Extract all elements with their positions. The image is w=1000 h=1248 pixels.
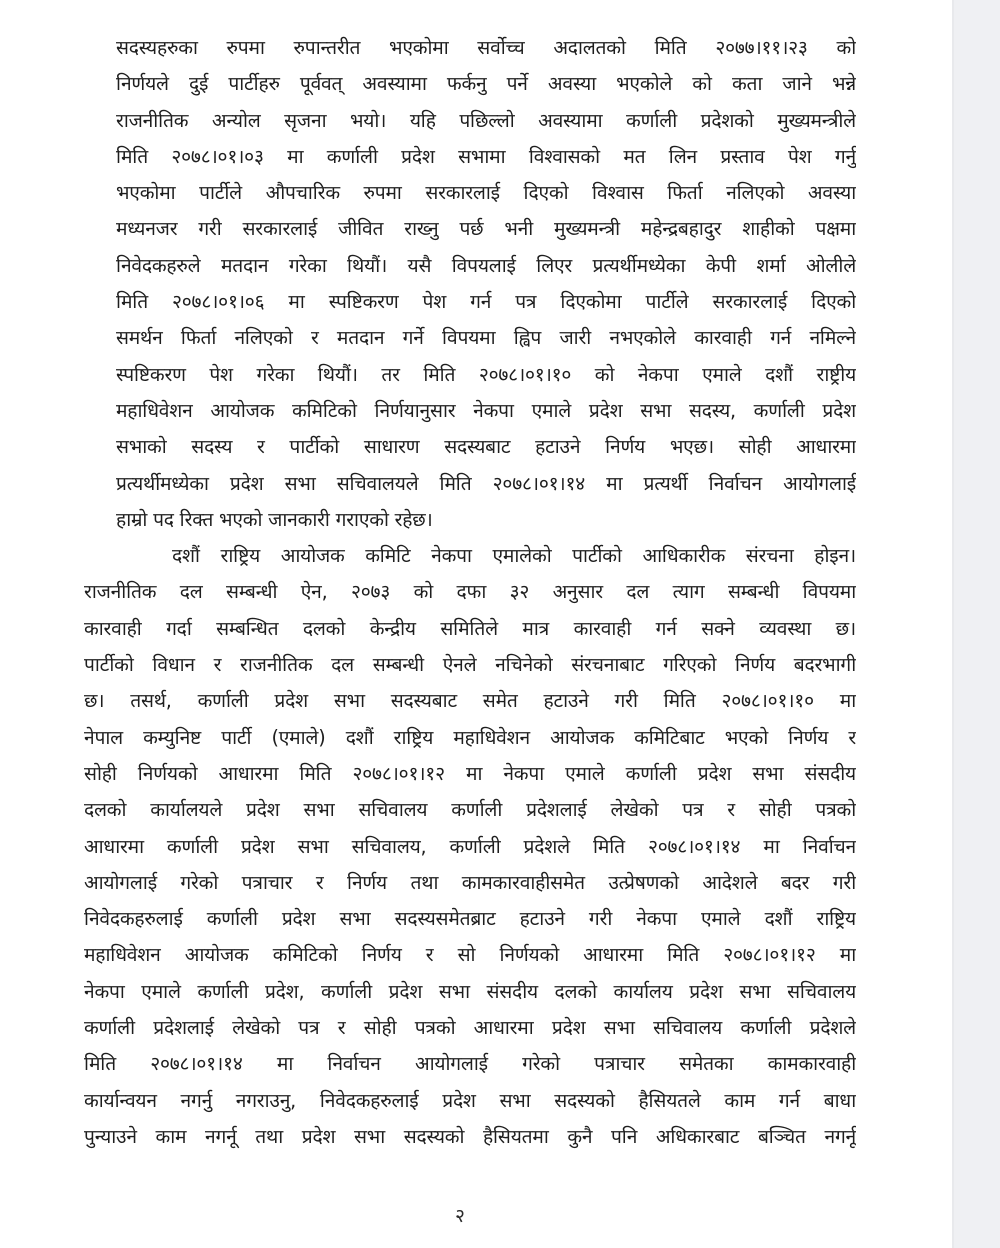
text-line: दलको कार्यालयले प्रदेश सभा सचिवालय कर्णाली प्रदेशलाई लेखेको पत्र र सोही पत्रको: [84, 798, 856, 822]
text-line: मिति २०७८।०१।०३ मा कर्णाली प्रदेश सभामा विश्वासको मत लिन प्रस्ताव पेश गर्नु: [116, 144, 856, 168]
text-line: मिति २०७८।०१।०६ मा स्पष्टिकरण पेश गर्न पत्र दिएकोमा पार्टीले सरकारलाई दिएको: [116, 290, 856, 314]
text-line: कारवाही गर्दा सम्बन्धित दलको केन्द्रीय समितिले मात्र कारवाही गर्न सक्ने व्यवस्था छ।: [84, 616, 856, 640]
text-line: मिति २०७८।०१।१४ मा निर्वाचन आयोगलाई गरेको पत्राचार समेतका कामकारवाही: [84, 1052, 856, 1076]
text-line: पार्टीको विधान र राजनीतिक दल सम्बन्धी ऐनले नचिनेको संरचनाबाट गरिएको निर्णय बदरभागी: [84, 653, 856, 677]
text-line: निवेदकहरुले मतदान गरेका थियौं। यसै विपयलाई लिएर प्रत्यर्थीमध्येका केपी शर्मा ओलीले: [116, 253, 856, 277]
text-line: कर्णाली प्रदेशलाई लेखेको पत्र र सोही पत्रको आधारमा प्रदेश सभा सचिवालय कर्णाली प्रदेशले: [84, 1016, 856, 1040]
text-line: हाम्रो पद रिक्त भएको जानकारी गराएको रहेछ।: [116, 507, 433, 531]
text-line: कार्यान्वयन नगर्नु नगराउनु, निवेदकहरुलाई प्रदेश सभा सदस्यको हैसियतले काम गर्न बाधा: [84, 1088, 856, 1112]
text-line: आयोगलाई गरेको पत्राचार र निर्णय तथा कामकारवाहीसमेत उत्प्रेषणको आदेशले बदर गरी: [84, 870, 856, 894]
viewer-side-strip: [952, 0, 1000, 1248]
text-line: प्रत्यर्थीमध्येका प्रदेश सभा सचिवालयले मिति २०७८।०१।१४ मा प्रत्यर्थी निर्वाचन आयोगलाई: [116, 471, 856, 495]
text-line: छ। तसर्थ, कर्णाली प्रदेश सभा सदस्यबाट समेत हटाउने गरी मिति २०७८।०१।१० मा: [84, 689, 856, 713]
document-body: [84, 30, 856, 1155]
text-line: सदस्यहरुका रुपमा रुपान्तरीत भएकोमा सर्वोच्च अदालतको मिति २०७७।११।२३ को: [116, 36, 856, 59]
text-line: स्पष्टिकरण पेश गरेका थियौं। तर मिति २०७८।०१।१० को नेकपा एमाले दशौं राष्ट्रीय: [116, 362, 856, 386]
text-line: सोही निर्णयको आधारमा मिति २०७८।०१।१२ मा नेकपा एमाले कर्णाली प्रदेश सभा संसदीय: [84, 761, 856, 785]
text-line: समर्थन फिर्ता नलिएको र मतदान गर्ने विपयमा ह्विप जारी नभएकोले कारवाही गर्न नमिल्ने: [116, 326, 856, 350]
text-line: निर्णयले दुई पार्टीहरु पूर्ववत् अवस्यामा फर्कनु पर्ने अवस्या भएकोले को कता जाने भन्ने: [116, 72, 856, 96]
text-line: मध्यनजर गरी सरकारलाई जीवित राख्नु पर्छ भनी मुख्यमन्त्री महेन्द्रबहादुर शाहीको पक्षमा: [116, 217, 856, 241]
text-line: राजनीतिक अन्योल सृजना भयो। यहि पछिल्लो अवस्यामा कर्णाली प्रदेशको मुख्यमन्त्रीले: [116, 108, 856, 132]
text-line: सभाको सदस्य र पार्टीको साधारण सदस्यबाट हटाउने निर्णय भएछ। सोही आधारमा: [116, 435, 856, 459]
page-number: २: [455, 1205, 465, 1227]
paragraph-2: [84, 538, 856, 1155]
text-line: पुन्याउने काम नगर्नू तथा प्रदेश सभा सदस्यको हैसियतमा कुनै पनि अधिकारबाट बञ्चित नगर्नू: [84, 1124, 856, 1148]
text-line: भएकोमा पार्टीले औपचारिक रुपमा सरकारलाई दिएको विश्वास फिर्ता नलिएको अवस्या: [116, 181, 856, 205]
text-line: महाधिवेशन आयोजक कमिटिको निर्णयानुसार नेकपा एमाले प्रदेश सभा सदस्य, कर्णाली प्रदेश: [116, 398, 856, 422]
text-line: आधारमा कर्णाली प्रदेश सभा सचिवालय, कर्णाली प्रदेशले मिति २०७८।०१।१४ मा निर्वाचन: [84, 834, 856, 858]
text-line: नेकपा एमाले कर्णाली प्रदेश, कर्णाली प्रदेश सभा संसदीय दलको कार्यालय प्रदेश सभा सचिवालय: [84, 979, 856, 1003]
text-line: महाधिवेशन आयोजक कमिटिको निर्णय र सो निर्णयको आधारमा मिति २०७८।०१।१२ मा: [84, 943, 856, 967]
text-line: दशौं राष्ट्रिय आयोजक कमिटि नेकपा एमालेको पार्टीको आधिकारीक संरचना होइन।: [172, 544, 856, 568]
paragraph-1: [84, 30, 856, 538]
text-line: नेपाल कम्युनिष्ट पार्टी (एमाले) दशौं राष्ट्रिय महाधिवेशन आयोजक कमिटिबाट भएको निर्णय र: [84, 725, 856, 749]
text-line: राजनीतिक दल सम्बन्धी ऐन, २०७३ को दफा ३२ अनुसार दल त्याग सम्बन्धी विपयमा: [84, 580, 856, 604]
text-line: निवेदकहरुलाई कर्णाली प्रदेश सभा सदस्यसमेतब्राट हटाउने गरी नेकपा एमाले दशौं राष्ट्रिय: [84, 907, 856, 931]
